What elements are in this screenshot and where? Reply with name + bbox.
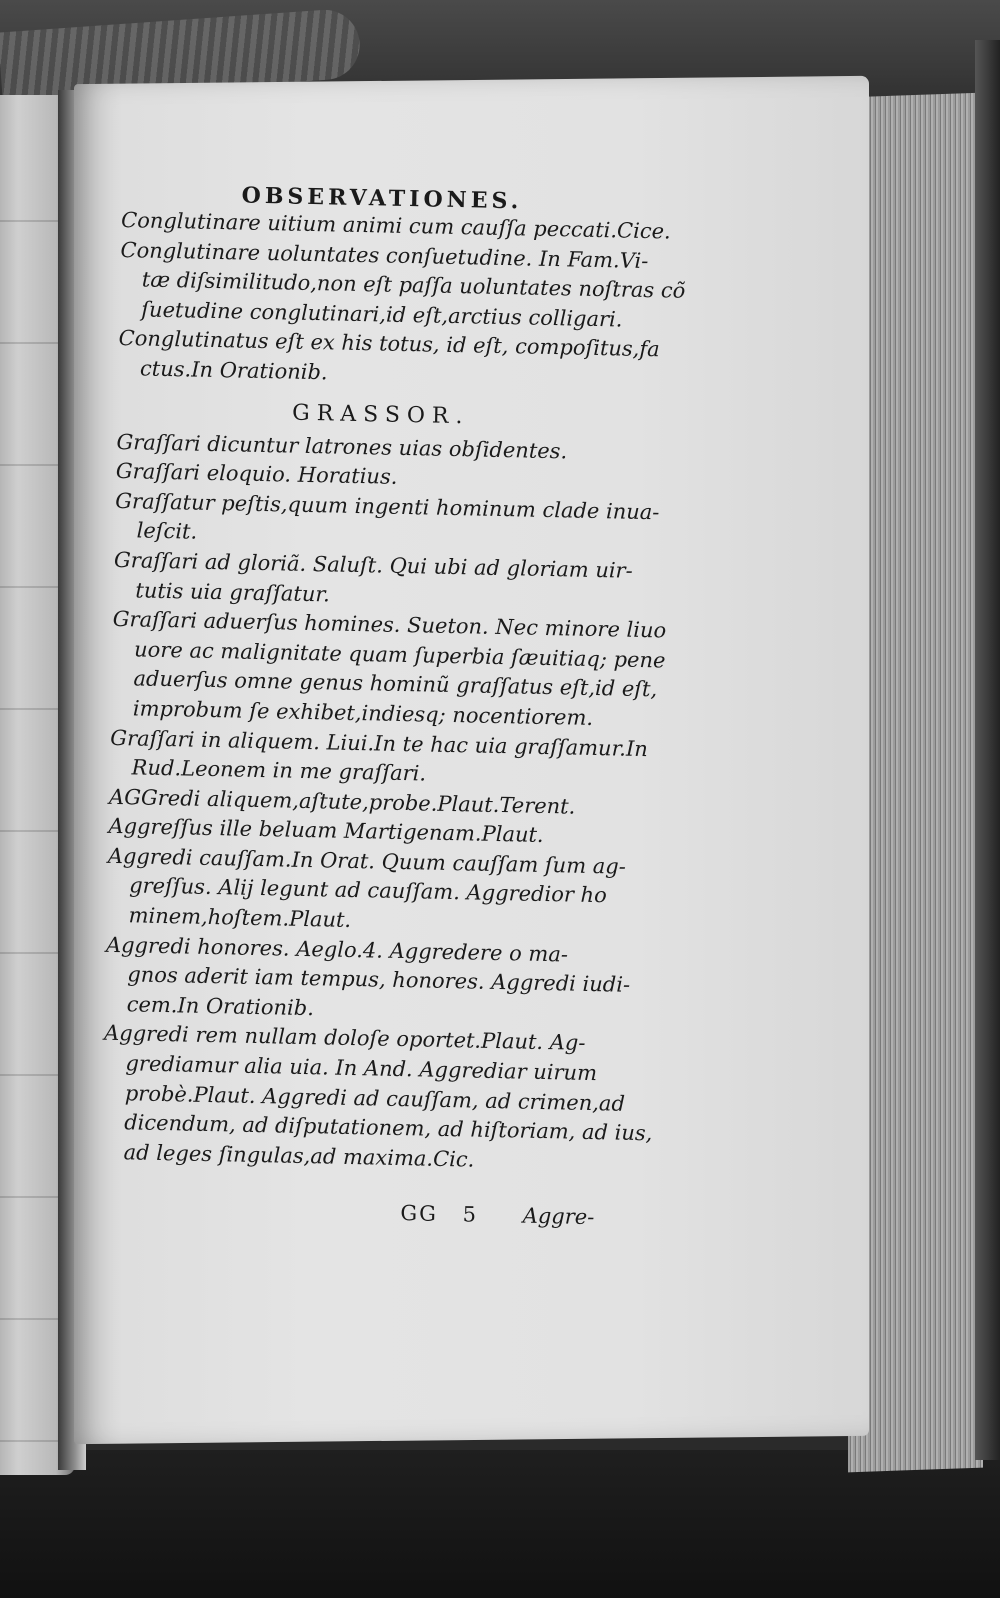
entry-line: Aggredi honores. Aeglo.4. Aggredere o ma-	[105, 932, 569, 967]
dictionary-entry	[104, 930, 686, 1031]
book-cover-right	[975, 40, 1000, 1460]
entry-line: Rud.Leonem in me graſſari.	[131, 755, 427, 786]
entry-line: greſſus. Alij legunt ad cauſſam. Aggredior ho	[128, 873, 607, 908]
dictionary-entry	[111, 605, 693, 735]
signature-number: 5	[462, 1202, 477, 1228]
entry-line: ſuetudine conglutinari,id eſt,arctius colligari.	[141, 297, 623, 332]
entries-after	[101, 428, 696, 1180]
dictionary-entry	[106, 842, 688, 943]
entry-line: cem.In Orationib.	[126, 992, 315, 1021]
entry-line: uore ac malignitate quam ſuperbia ſæuitiaq; pene	[133, 637, 666, 673]
dictionary-entry	[101, 1019, 684, 1179]
entry-line: gnos aderit iam tempus, honores. Aggredi iudi-	[127, 962, 631, 998]
dictionary-entry	[119, 236, 701, 337]
entry-line: Conglutinare uitium animi cum cauſſa peccati.Cice.	[120, 207, 671, 244]
entry-line: minem,hoſtem.Plaut.	[128, 903, 352, 933]
entry-line: Aggredi rem nullam doloſe oportet.Plaut. Ag-	[103, 1021, 586, 1056]
entry-line: tæ diſsimilitudo,non eſt paſſa uoluntates noſtras cõ	[141, 267, 686, 304]
catchword: Aggre-	[522, 1204, 595, 1230]
dictionary-entry	[118, 324, 699, 395]
entry-line: Aggredi cauſſam.In Orat. Quum cauſſam ſum ag-	[107, 843, 627, 879]
entry-line: aduerſus omne genus hominũ graſſatus eſt,id eſt,	[133, 666, 658, 702]
entry-line: leſcit.	[136, 518, 198, 544]
entry-line: Conglutinatus eſt ex his totus, id eſt, compoſitus,fa	[118, 326, 660, 362]
entry-line: Graſſatur peſtis,quum ingenti hominum clade inua-	[115, 488, 660, 525]
entry-line: Conglutinare uoluntates conſuetudine. In Fam.Vi-	[120, 237, 649, 273]
page-text	[100, 180, 702, 1234]
entry-line: probè.Plaut. Aggredi ad cauſſam, ad crimen,ad	[124, 1080, 626, 1116]
entry-line: ad leges ſingulas,ad maxima.Cic.	[123, 1140, 475, 1172]
printer-signature: GG	[400, 1201, 439, 1227]
entry-line: Graſſari aduerſus homines. Sueton. Nec minore liuo	[112, 607, 667, 643]
entry-line: tutis uia graſſatur.	[135, 577, 331, 606]
entry-line: ctus.In Orationib.	[139, 356, 328, 385]
entry-line: Aggreſſus ille beluam Martigenam.Plaut.	[108, 814, 544, 848]
entries-before	[118, 206, 702, 396]
entry-line: Graſſari ad gloriã. Saluſt. Qui ubi ad gloriam uir-	[113, 547, 633, 583]
entry-line: grediamur alia uia. In And. Aggrediar uirum	[125, 1051, 598, 1086]
entry-line: dicendum, ad diſputationem, ad hiſtoriam, ad ius,	[124, 1110, 653, 1146]
entry-line: Graſſari dicuntur latrones uias obſidentes.	[116, 429, 568, 463]
entry-line: Graſſari eloquio. Horatius.	[115, 459, 398, 489]
running-head: OBSERVATIONES.	[241, 182, 523, 215]
entry-line: improbum ſe exhibet,indiesq; nocentiorem.	[132, 696, 594, 730]
entry-line: Graſſari in aliquem. Liui.In te hac uia graſſamur.In	[110, 725, 649, 761]
section-head: GRASSOR.	[291, 400, 470, 429]
entry-line: AGGredi aliquem,aſtute,probe.Plaut.Terent.	[108, 784, 576, 819]
